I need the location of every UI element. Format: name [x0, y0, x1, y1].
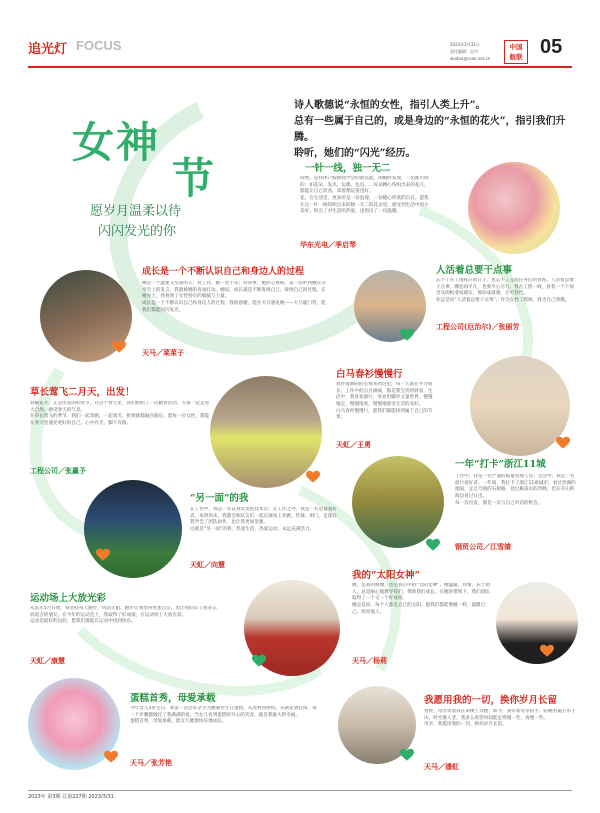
article-title-4: 草长莺飞二月天，出发！ [30, 387, 135, 398]
article-body-3: 忘不了在工地挥汗的日子，也忘不了完成任务后的喜悦。人活着总要干点事，哪怕再平凡，也要尽心尽力。我在工程一线，看着一个个项目从图纸变成现实，那份成就感，无可替代。 你总是说“人活着总要干点事”，作为女性工程师，我为自己骄傲。 [436, 278, 574, 303]
article-title-9: 我的“太阳女神” [352, 570, 420, 581]
article-body-9: 她，是我的师傅，也是我心中的“太阳女神”。她温暖、热情、乐于助人，总是耐心地教导我们，帮助我们成长。在她的带领下，我们团队取得了一个又一个好成绩。 她总是说，每个人都是自己的太阳。愿我们都能像她一样，温暖自己，照亮他人。 [352, 583, 490, 615]
heart-icon [540, 644, 554, 658]
heart-icon [426, 538, 440, 552]
article-title-1: 一针一线，独一无二 [305, 163, 391, 174]
masthead [62, 110, 262, 260]
photo-family [354, 270, 426, 342]
photo-crochet-flowers [468, 162, 560, 254]
article-byline-4: 工程公司／张赢予 [30, 467, 86, 475]
masthead-title-main: 女神 [72, 118, 161, 167]
article-title-11: 我愿用我的一切，换你岁月长留 [424, 695, 558, 706]
article-byline-10: 天马／张芳艳 [130, 759, 172, 767]
article-title-6: 一年“打卡”浙江11城 [455, 459, 546, 470]
article-body-8: 从去年5月开始，我坚持每天跑步，风雨无阻。跑步让我变得更加自信，也让我结识了很多志同道合的朋友。在今年的运动会上，我取得了好成绩，在运动场上大放光彩。 运动是最好的良药，愿我们都能在运动中找到快乐。 [30, 606, 217, 625]
brand-en: FOCUS [76, 38, 122, 53]
article-byline-6: 钢贸公司／江雪婧 [455, 543, 511, 551]
article-body-4: 春暖花开，正是出发的好时节。在这个春天里，我们组织了一次踏青活动，大家一起走进大自然，感受春天的气息。 在草长莺飞的季节，我们一起奔跑、一起欢笑，把烦恼都抛在脑后。愿每一位女性，都能在春天里遇见更好的自己，心中有光，脚下有路。 [30, 401, 210, 426]
intro [294, 98, 584, 162]
editor-email: wudan@csair.net.cn [450, 56, 491, 61]
article-byline-9: 天马／杨莉 [352, 657, 387, 665]
article-title-3: 人活着总要干点事 [436, 265, 513, 276]
date-line: 2023年3月31日 [450, 42, 480, 47]
footer-issue: 2023年 第3期 总第227期 2023/3/31 [28, 794, 114, 800]
article-title-5: 白马春衫慢慢行 [336, 369, 403, 380]
article-byline-8: 天虹／康慧 [30, 657, 65, 665]
publication-logo: 中国 航联 [504, 40, 528, 64]
header-rule [28, 66, 572, 68]
intro-line-3: 聆听，她们的“闪光”经历。 [294, 148, 416, 159]
heart-icon [252, 654, 266, 668]
editor-line: 责任编辑：吴丹 [450, 49, 478, 54]
masthead-title-second: 节 [172, 154, 215, 203]
article-body-7: 在工作中，我是一名认真负责的技术员；在工作之外，我是一名足球爱好者。每到周末，我都会和队友们一起在球场上奔跑、传球、射门。足球让我学会了团队协作，也让我更加坚强。 这就是“另一面”的我，热爱生活，热爱运动，永远充满活力。 [190, 507, 338, 532]
heart-icon [400, 748, 414, 762]
photo-smiling-woman [496, 582, 578, 664]
heart-icon [96, 548, 110, 562]
article-body-2: 她是一个温柔又坚韧的人：对工作，她一丝不苟；对同事，她热心体贴。第一次听到她在分享会上的发言，我就被她的真诚打动。她说，成长就是不断发现自己、接纳自己的过程。在她身上，我看到了女性特有的细腻与力量。 成长是一个不断认识自己和身边人的过程，我很感谢，能在天马遇见她——天马厦门营，愿我们都能闪闪发光。 [142, 281, 326, 313]
article-body-10: 今年女儿3岁生日，我第一次尝试亲手为她制作生日蛋糕。从选材到烘焙，从裱花到装饰，每一个步骤都倾注了我满满的爱。当女儿看到蛋糕时开心的笑容，就是我最大的幸福。 蛋糕首秀，母爱承载，愿女儿健康快乐地成长。 [130, 706, 317, 725]
photo-woman-office [470, 356, 570, 456]
article-title-8: 运动场上大放光彩 [30, 593, 107, 604]
article-title-7: “另一面”的我 [190, 493, 249, 504]
page-number: 05 [540, 36, 563, 58]
article-body-1: 拘然，是我体产假期间学会的新技能。闲暇时发现，一切都可拘的：如花朵、发夹、玩偶、包包……每朵精心钩织出来的花儿，都能让自己欣喜，拿着想玩耍也好。 花，在生活里，更多的是一份浪漫，一份随心所欲的自在。愿我在这一针一线钩织出来的独一无二的花朵里，感受到生活中的小美好。拘出了对生活的热爱，也拘出了一份温暖。 [300, 176, 429, 215]
photo-landscape [352, 456, 444, 548]
heart-icon [112, 340, 126, 354]
article-byline-1: 华东光电／季启琴 [300, 241, 356, 249]
article-title-2: 成长是一个不断认识自己和身边人的过程 [142, 267, 305, 277]
article-body-6: 工作中，我是一名严谨的质量管理人员；生活中，我是一名旅行爱好者。一年间，我打卡了浙江11座城市，看过西湖的烟雨，走过乌镇的石板路，登过雁荡山的奇峰，也在舟山的海边看过日出。 每一次出发，都是一次与自己对话的机会。 [455, 474, 576, 506]
heart-icon [556, 436, 570, 450]
intro-line-2: 总有一些属于自己的，或是身边的“永恒的花火”，指引我们升腾。 [294, 116, 566, 143]
intro-line-1: 诗人歌德说“永恒的女性，指引人类上升”。 [294, 100, 486, 111]
photo-football-player [84, 480, 182, 578]
article-byline-11: 天马／潘虹 [424, 763, 459, 771]
heart-icon [306, 470, 320, 484]
header [0, 0, 600, 70]
brand-title: 追光灯 [28, 42, 68, 57]
article-byline-2: 天马／菜菜子 [142, 349, 184, 357]
article-body-5: 我怀着期盼的心情来到这里，每一天都在学习成长。工作中的点点滴滴，都是我宝贵的财富。生活中，我喜欢旅行，喜欢用脚步丈量世界。慢慢地走，慢慢地看，慢慢地感受生活的美好。 白马春衫慢慢行，愿我们都能找到属于自己的节奏。 [336, 382, 433, 421]
article-title-10: 蛋糕首秀，母爱承载 [130, 693, 216, 704]
article-byline-3: 工程公司(厄治尔)／张丽芳 [436, 323, 520, 331]
masthead-subtitle-2: 闪闪发光的你 [98, 224, 177, 239]
masthead-subtitle-1: 愿岁月温柔以待 [90, 204, 182, 219]
article-byline-7: 天虹／向慧 [190, 561, 225, 569]
heart-icon [400, 328, 414, 342]
article-byline-5: 天虹／王勇 [336, 441, 371, 449]
heart-icon [104, 750, 118, 764]
article-body-11: 曾经，母亲带着我在田埂上奔跑；如今，我牵着母亲的手，陪她看遍万水千山。时光催人老，我多么希望时间能走得慢一些，再慢一些。 母亲，我愿用我的一切，换你岁月长留。 [424, 709, 576, 728]
footer-rule [28, 790, 572, 791]
